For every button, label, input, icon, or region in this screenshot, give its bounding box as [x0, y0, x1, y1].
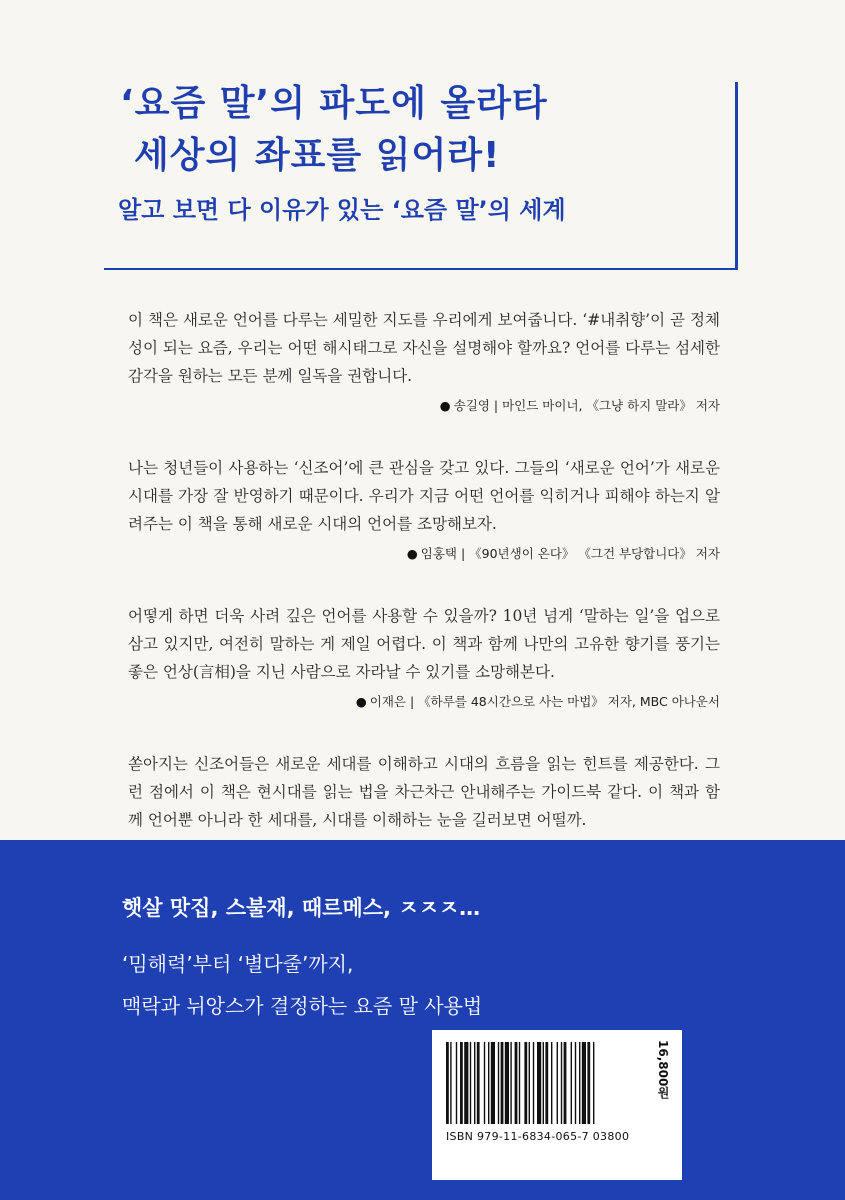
barcode-bar	[460, 1042, 463, 1124]
description-line-1: ‘밈해력’부터 ‘별다줄’까지,	[122, 952, 354, 976]
endorsement-2	[128, 454, 720, 562]
barcode-graphic	[446, 1042, 636, 1124]
endorsement-text: 나는 청년들이 사용하는 ‘신조어’에 큰 관심을 갖고 있다. 그들의 ‘새로운 언어’가 새로운 시대를 가장 잘 반영하기 때문이다. 우리가 지금 어떤 언어를 익히거나 피해야 하는지 알려주는 이 책을 통해 새로운 시대의 언어를 조망해보자.	[128, 459, 720, 533]
cover-bottom-band	[0, 840, 845, 1200]
barcode-bar	[474, 1042, 475, 1124]
price-text: 16,800원	[656, 1040, 670, 1099]
barcode-bar	[561, 1042, 562, 1124]
barcode-bar	[519, 1042, 520, 1124]
endorsement-attribution	[128, 692, 720, 710]
endorsement-text: 쏟아지는 신조어들은 새로운 세대를 이해하고 시대의 흐름을 읽는 힌트를 제공한다. 그런 점에서 이 책은 현시대를 읽는 법을 차근차근 안내해주는 가이드북 같다. 이 책과 함께 언어뿐 아니라 한 세대를, 시대를 이해하는 눈을 길러보면 어떨까.	[128, 755, 720, 829]
barcode-bar	[498, 1042, 499, 1124]
endorsement-text: 이 책은 새로운 언어를 다루는 세밀한 지도를 우리에게 보여줍니다. ‘#내취향’이 곧 정체성이 되는 요즘, 우리는 어떤 해시태그로 자신을 설명해야 할까요? 언어를 다루는 섬세한 감각을 원하는 모든 분께 일독을 권합니다.	[128, 311, 720, 385]
barcode-bar	[515, 1042, 518, 1124]
barcode-bar	[505, 1042, 509, 1124]
barcode-bar	[477, 1042, 480, 1124]
barcode-bar	[593, 1042, 594, 1124]
attribution-text: 이재은 | 《하루를 48시간으로 사는 마법》 저자, MBC 아나운서	[369, 694, 720, 709]
endorsement-list	[128, 306, 720, 898]
barcode-bar	[510, 1042, 511, 1124]
barcode-bar	[551, 1042, 552, 1124]
vertical-divider	[735, 82, 738, 270]
barcode-bar	[488, 1042, 489, 1124]
barcode-bar	[446, 1042, 449, 1124]
barcode-bar	[529, 1042, 530, 1124]
headline-line-2: 세상의 좌표를 읽어라!	[134, 135, 501, 176]
barcode-bar	[456, 1042, 457, 1124]
barcode-bar	[579, 1042, 580, 1124]
horizontal-divider	[104, 268, 738, 270]
bullet-icon: ●	[406, 546, 418, 561]
bullet-icon: ●	[439, 398, 451, 413]
barcode-bar	[464, 1042, 468, 1124]
endorsement-attribution	[128, 396, 720, 414]
barcode-bar	[543, 1042, 544, 1124]
barcode-bar	[564, 1042, 567, 1124]
barcode-bar	[557, 1042, 558, 1124]
isbn-text: ISBN 979-11-6834-065-7 03800	[446, 1130, 630, 1143]
barcode-bar	[582, 1042, 586, 1124]
endorsement-attribution	[128, 544, 720, 562]
attribution-text: 송길영 | 마인드 마이너, 《그냥 하지 말라》 저자	[453, 398, 720, 413]
barcode-bar	[533, 1042, 534, 1124]
barcode-bar	[571, 1042, 572, 1124]
description	[122, 943, 482, 1027]
barcode-bar	[537, 1042, 541, 1124]
description-line-2: 맥락과 뉘앙스가 결정하는 요즘 말 사용법	[122, 994, 483, 1018]
barcode-bar	[575, 1042, 576, 1124]
barcode-bar	[587, 1042, 590, 1124]
attribution-text: 임홍택 | 《90년생이 온다》 《그건 부당합니다》 저자	[420, 546, 720, 561]
endorsement-1	[128, 306, 720, 414]
headline-line-1: ‘요즘 말’의 파도에 올라타	[120, 83, 548, 124]
barcode-bar	[524, 1042, 527, 1124]
endorsement-text: 어떻게 하면 더욱 사려 깊은 언어를 사용할 수 있을까? 10년 넘게 ‘말하는 일’을 업으로 삼고 있지만, 여전히 말하는 게 제일 어렵다. 이 책과 함께 나만의 고유한 향기를 풍기는 좋은 언상(言相)을 지닌 사람으로 자라날 수 있기를 소망해본다.	[128, 607, 720, 681]
barcode-bar	[484, 1042, 485, 1124]
barcode-bar	[491, 1042, 495, 1124]
bullet-icon: ●	[355, 694, 367, 709]
headline	[120, 78, 548, 182]
tagline: 햇살 맛집, 스불재, 때르메스, ㅈㅈㅈ…	[122, 896, 481, 920]
barcode-bar	[501, 1042, 504, 1124]
barcode-panel	[432, 1030, 682, 1180]
endorsement-3	[128, 602, 720, 710]
barcode-bar	[450, 1042, 451, 1124]
subheadline: 알고 보면 다 이유가 있는 ‘요즘 말’의 세계	[118, 196, 566, 224]
barcode-bar	[470, 1042, 471, 1124]
barcode-bar	[545, 1042, 548, 1124]
